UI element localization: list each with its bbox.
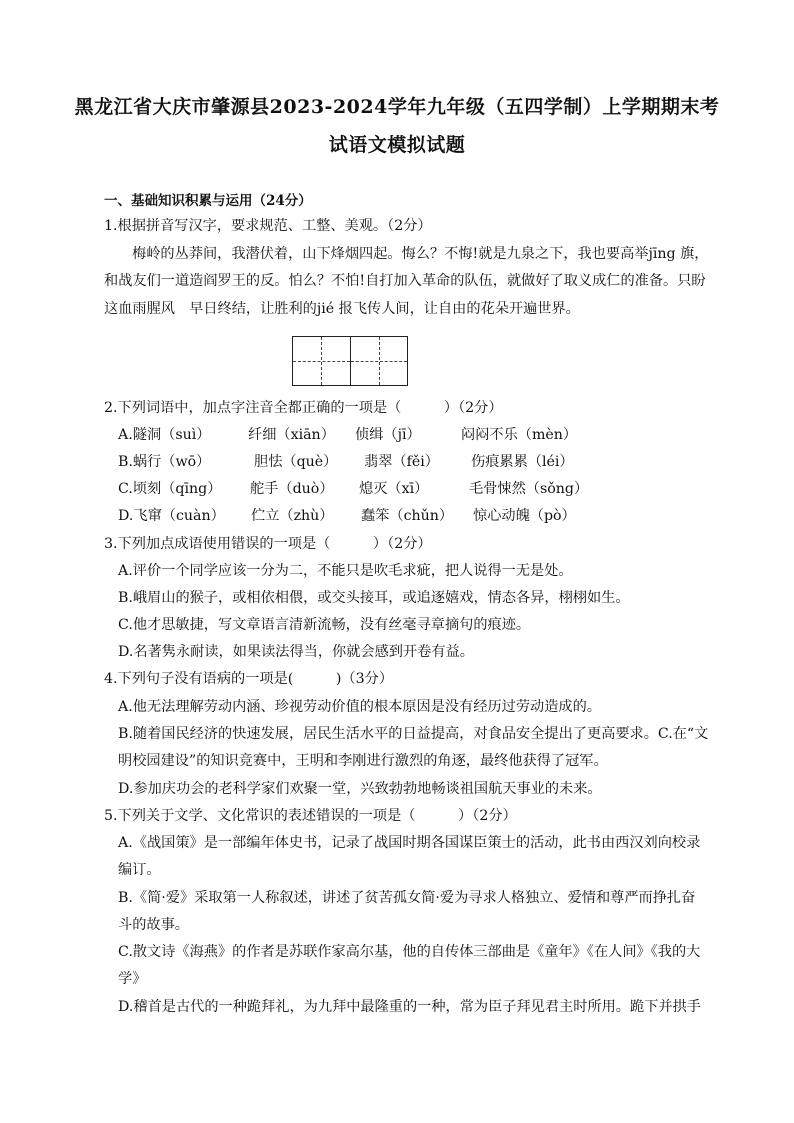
q4-option-a: A.他无法理解劳动内涵、珍视劳动价值的根本原因是没有经历过劳动造成的。: [118, 699, 601, 715]
q5-stem: 5.下列关于文学、文化常识的表述错误的一项是（ ）（2分）: [104, 808, 517, 824]
q2-d-word1: D.飞窜（cuàn）: [118, 508, 225, 524]
q2-a-word2: 纤细（xiān）: [248, 427, 335, 443]
q3-option-d: D.名著隽永耐读，如果读法得当，你就会感到开卷有益。: [118, 644, 474, 660]
q2-a-word1: A.隧洞（suì）: [118, 427, 211, 443]
section-heading: 一、基础知识积累与运用（24分）: [104, 193, 312, 209]
q2-a-word3: 侦缉（jī）: [355, 427, 421, 443]
q1-passage-line1: 梅岭的丛莽间，我潜伏着，山下烽烟四起。悔么？不悔!就是九泉之下，我也要高举jīng 旗，: [132, 246, 709, 262]
q5-option-a-line1: A.《战国策》是一部编年体史书，记录了战国时期各国谋臣策士的活动，此书由西汉刘向校录: [118, 835, 701, 851]
q3-option-b: B.峨眉山的猴子，或相依相偎，或交头接耳，或追逐嬉戏，情态各异，栩栩如生。: [118, 590, 630, 606]
q3-option-c: C.他才思敏捷，写文章语言清新流畅，没有丝毫寻章摘句的痕迹。: [118, 617, 531, 633]
q2-c-word3: 熄灭（xī）: [359, 481, 429, 497]
q5-option-c-line2: 学》: [118, 971, 147, 987]
q4-option-b-line2: 明校园建设”的知识竞赛中，王明和李刚进行激烈的角逐，最终他获得了冠军。: [118, 753, 608, 769]
q2-a-word4: 闷闷不乐（mèn）: [461, 427, 578, 443]
q2-d-word4: 惊心动魄（pò）: [473, 508, 576, 524]
q2-stem: 2.下列词语中，加点字注音全都正确的一项是（ ）（2分）: [104, 400, 503, 416]
q4-stem: 4.下列句子没有语病的一项是( )（3分）: [104, 671, 394, 687]
q2-c-word2: 舵手（duò）: [250, 481, 334, 497]
q3-option-a: A.评价一个同学应该一分为二，不能只是吹毛求疵，把人说得一无是处。: [118, 563, 573, 579]
q2-b-word4: 伤痕累累（léi）: [471, 454, 574, 470]
q2-c-word4: 毛骨悚然（sǒng）: [469, 481, 589, 497]
q2-b-word1: B.蜗行（wō）: [118, 454, 211, 470]
q2-b-word2: 胆怯（què）: [254, 454, 338, 470]
q5-option-b-line1: B.《简·爱》采取第一人称叙述，讲述了贫苦孤女简·爱为寻求人格独立、爱情和尊严而挣扎奋: [118, 890, 696, 906]
q3-stem: 3.下列加点成语使用错误的一项是（ ）（2分）: [104, 536, 432, 552]
writing-grid-cell-1[interactable]: [293, 337, 351, 385]
writing-grid: [292, 336, 408, 386]
q2-c-word1: C.顷刻（qīng）: [118, 481, 222, 497]
q1-passage-line2: 和战友们一道造阎罗王的反。怕么？不怕!自打加入革命的队伍，就做好了取义成仁的准备。只盼: [104, 273, 706, 289]
q1-passage-line3: 这血雨腥风 早日终结，让胜利的jié 报飞传人间，让自由的花朵开遍世界。: [104, 301, 580, 317]
q2-b-word3: 翡翠（fěi）: [364, 454, 439, 470]
q4-option-d: D.参加庆功会的老科学家们欢聚一堂，兴致勃勃地畅谈祖国航天事业的未来。: [118, 781, 602, 797]
q2-d-word3: 蠢笨（chǔn）: [361, 508, 454, 524]
q2-d-word2: 伫立（zhù）: [251, 508, 334, 524]
q5-option-c-line1: C.散文诗《海燕》的作者是苏联作家高尔基，他的自传体三部曲是《童年》《在人间》《我的大: [118, 944, 701, 960]
writing-grid-cell-2[interactable]: [351, 337, 408, 385]
q1-stem: 1.根据拼音写汉字，要求规范、工整、美观。（2分）: [104, 218, 432, 234]
document-title-line1: 黑龙江省大庆市肇源县2023-2024学年九年级（五四学制）上学期期末考: [74, 96, 720, 118]
document-title-line2: 试语文模拟试题: [328, 134, 466, 156]
q5-option-a-line2: 编订。: [118, 862, 161, 878]
q5-option-b-line2: 斗的故事。: [118, 917, 189, 933]
q4-option-b-line1: B.随着国民经济的快速发展，居民生活水平的日益提高，对食品安全提出了更高要求。C.在“文: [118, 726, 709, 742]
q5-option-d-line1: D.稽首是古代的一种跪拜礼，为九拜中最隆重的一种，常为臣子拜见君主时所用。跪下并拱手: [118, 999, 701, 1015]
